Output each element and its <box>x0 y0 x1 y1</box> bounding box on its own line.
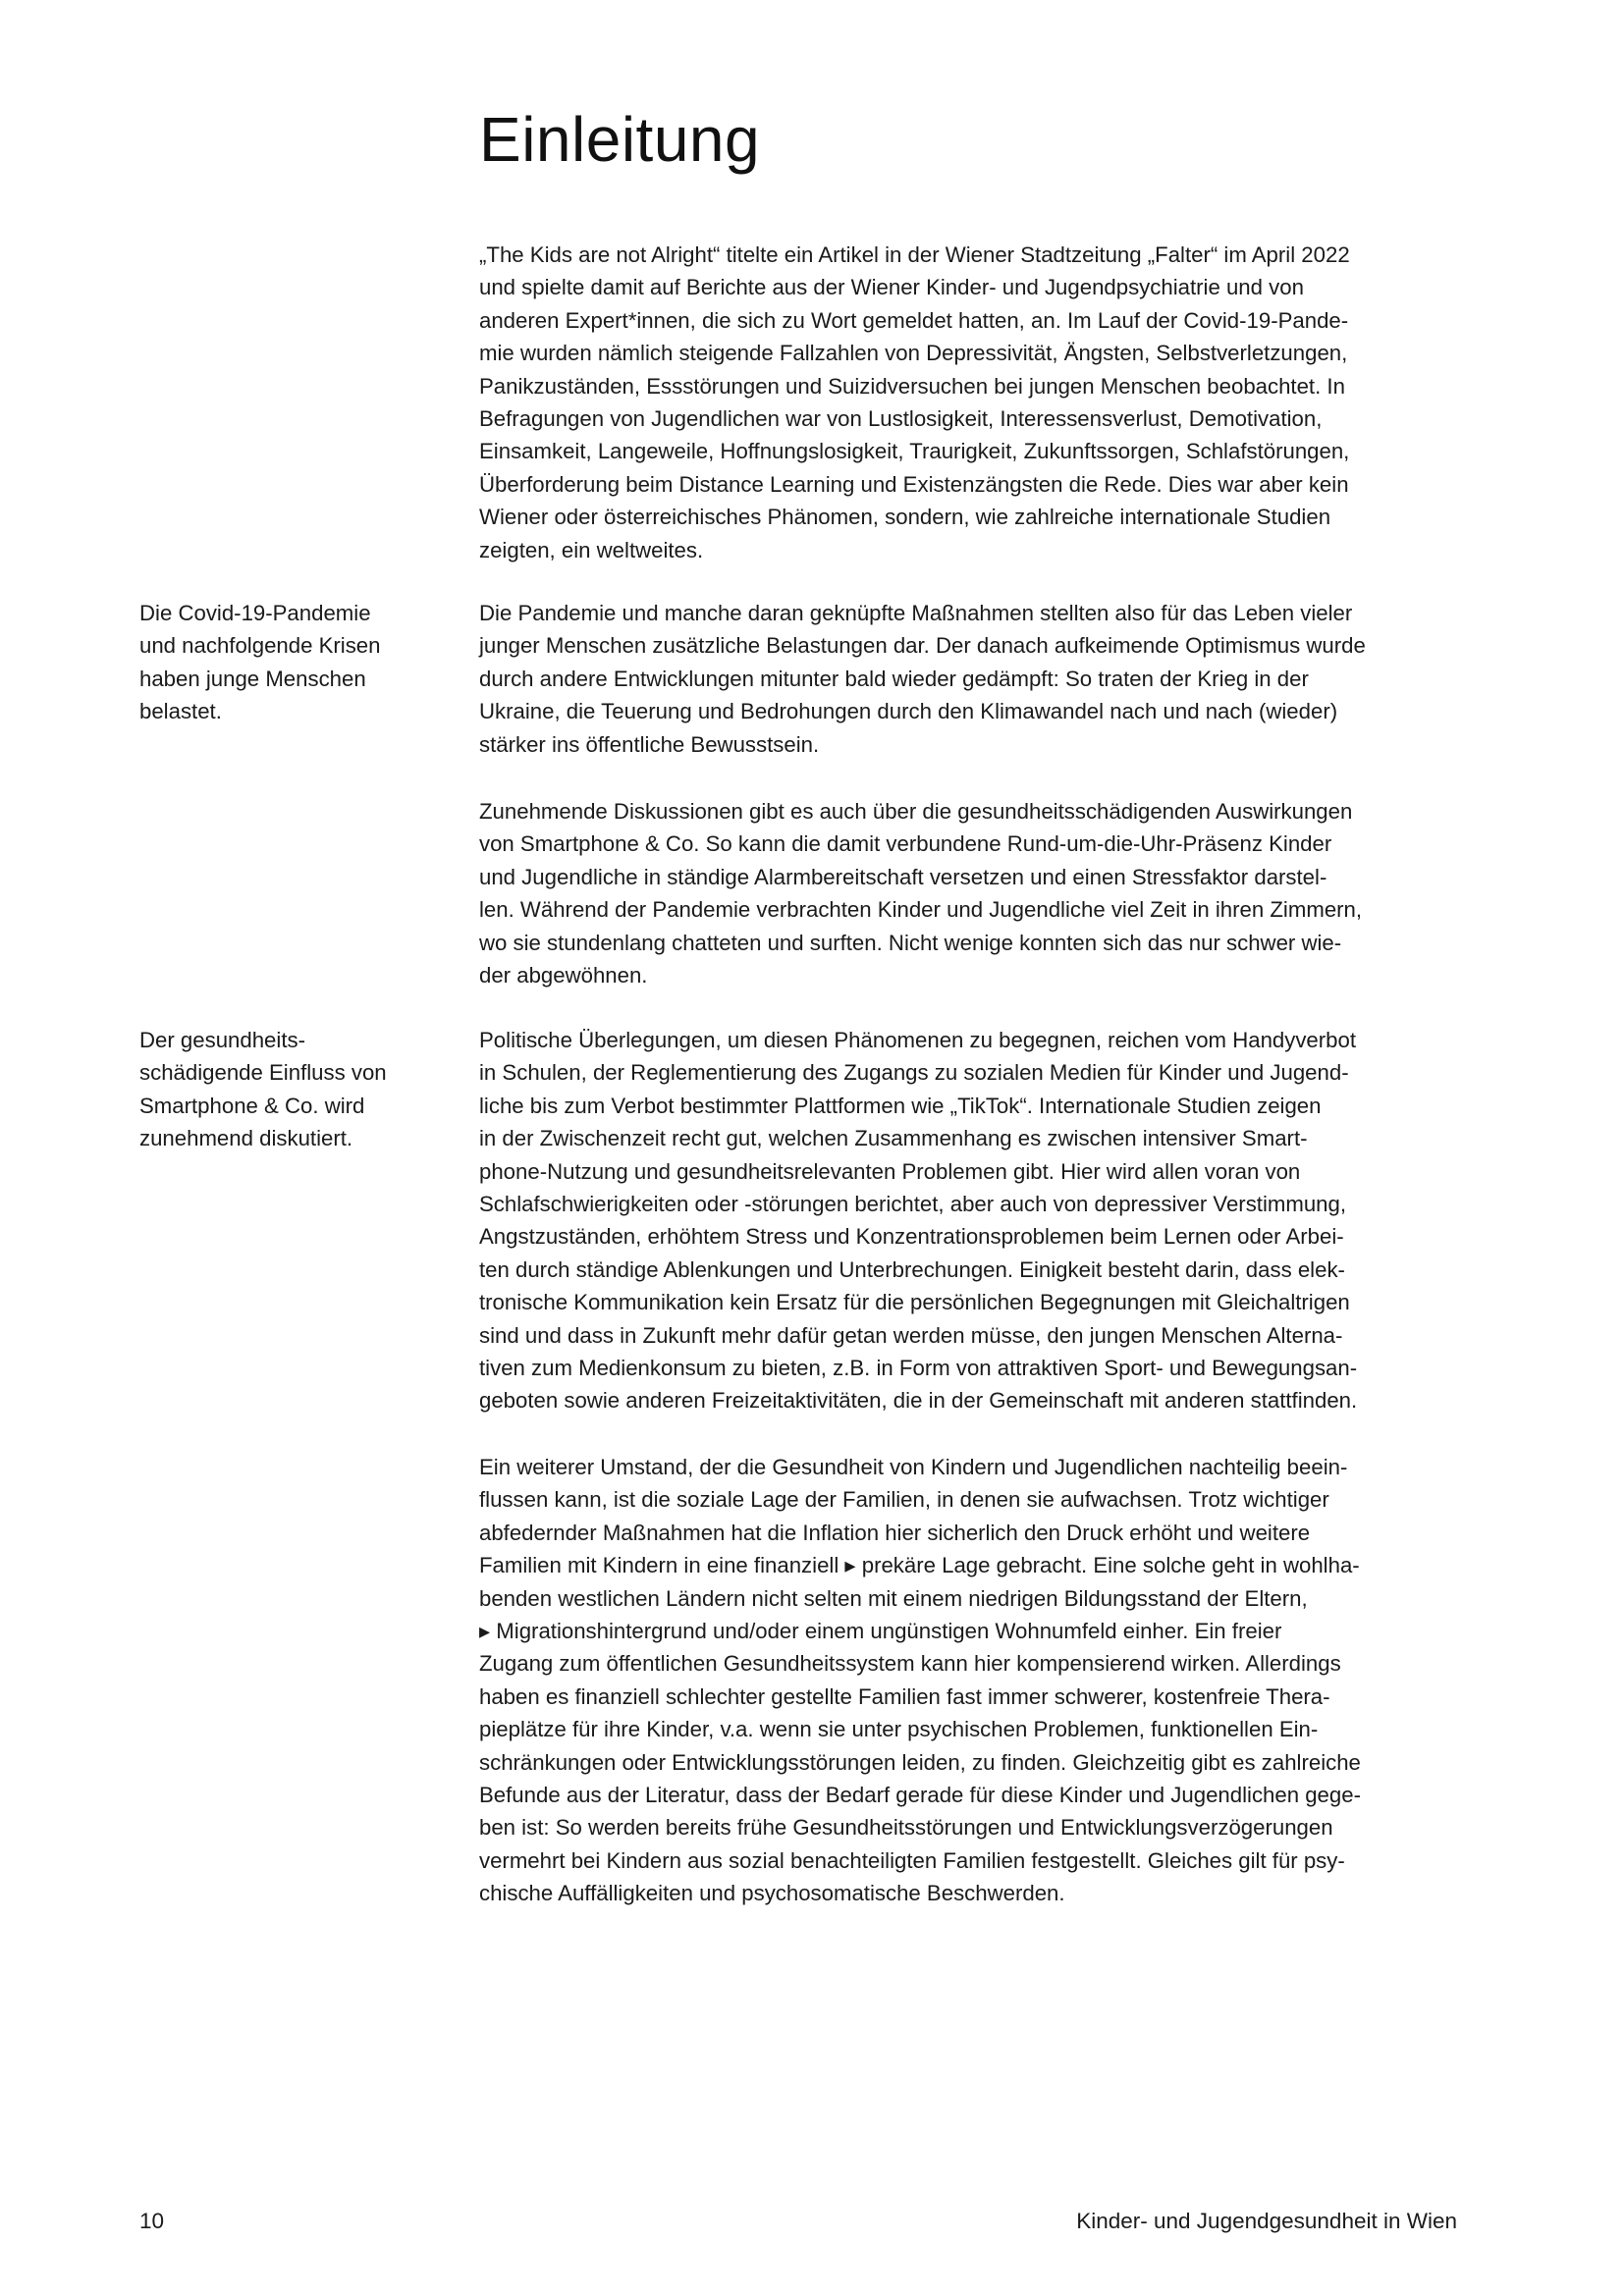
paragraph-text: Politische Überlegungen, um diesen Phänomenen zu begegnen, reichen vom Handyverbot in Schulen, der Reglementierung des Zugangs zu sozialen Medien für Kinder und Jugend- liche bis zum Verbot bestimmter Plattformen wie „TikTok“. Internationale Studien zeigen in der Zwischenzeit recht gut, welchen Zusammenhang es zwischen intensiver Smart- phone-Nutzung und gesundheitsrelevanten Problemen gibt. Hier wird allen voran von Schlafschwierigkeiten oder -störungen berichtet, aber auch von depressiver Verstimmung, Angstzuständen, erhöhtem Stress und Konzentrationsproblemen beim Lernen oder Arbei- ten durch ständige Ablenkungen und Unterbrechungen. Einigkeit besteht darin, dass elek- tronische Kommunikation kein Ersatz für die persönlichen Begegnungen mit Gleichaltrigen sind und dass in Zukunft mehr dafür getan werden müsse, den jungen Menschen Alterna- tiven zum Medienkonsum zu bieten, z.B. in Form von attraktiven Sport- und Bewegungsan- geboten sowie anderen Freizeitaktivitäten, die in der Gemeinschaft mit anderen stattfinden. <box>479 1028 1358 1414</box>
paragraph-4 <box>479 1024 1457 1417</box>
publication-title: Kinder- und Jugendgesundheit in Wien <box>1076 2209 1457 2233</box>
paragraph-text: Zunehmende Diskussionen gibt es auch über die gesundheitsschädigenden Auswirkungen von Smartphone & Co. So kann die damit verbundene Rund-um-die-Uhr-Präsenz Kinder und Jugendliche in ständige Alarmbereitschaft versetzen und einen Stressfaktor darstel- len. Während der Pandemie verbrachten Kinder und Jugendliche viel Zeit in ihren Zimmern, wo sie stundenlang chatteten und surften. Nicht wenige konnten sich das nur schwer wie- der abgewöhnen. <box>479 799 1363 988</box>
paragraph-text: Die Pandemie und manche daran geknüpfte Maßnahmen stellten also für das Leben vieler junger Menschen zusätzliche Belastungen dar. Der danach aufkeimende Optimismus wurde durch andere Entwicklungen mitunter bald wieder gedämpft: So traten der Krieg in der Ukraine, die Teuerung und Bedrohungen durch den Klimawandel nach und nach (wieder) stärker ins öffentliche Bewusstsein. <box>479 601 1366 757</box>
side-note-1 <box>139 597 434 728</box>
side-note-2 <box>139 1024 434 1155</box>
paragraph-2 <box>479 597 1457 761</box>
page-title: Einleitung <box>479 104 761 175</box>
paragraph-text: Ein weiterer Umstand, der die Gesundheit von Kindern und Jugendlichen nachteilig beein- flussen kann, ist die soziale Lage der Familien, in denen sie aufwachsen. Trotz wichtiger abfedernder Maßnahmen hat die Inflation hier sicherlich den Druck erhöht und weitere Familien mit Kindern in eine finanziell ▸ prekäre Lage gebracht. Eine solche geht in wohlha- benden westlichen Ländern nicht selten mit einem niedrigen Bildungsstand der Eltern, ▸ Migrationshintergrund und/oder einem ungünstigen Wohnumfeld einher. Ein freier Zugang zum öffentlichen Gesundheitssystem kann hier kompensierend wirken. Allerdings haben es finanziell schlechter gestellte Familien fast immer schwerer, kostenfreie Thera- pieplätze für ihre Kinder, v.a. wenn sie unter psychischen Problemen, funktionellen Ein- schränkungen oder Entwicklungsstörungen leiden, zu finden. Gleichzeitig gibt es zahlreiche Befunde aus der Literatur, dass der Bedarf gerade für diese Kinder und Jugendlichen gege- ben ist: So werden bereits frühe Gesundheitsstörungen und Entwicklungsverzögerungen vermehrt bei Kindern aus sozial benachteiligten Familien festgestellt. Gleiches gilt für psy- chische Auffälligkeiten und psychosomatische Beschwerden. <box>479 1455 1361 1906</box>
paragraph-1 <box>479 239 1457 566</box>
page-number: 10 <box>139 2209 165 2233</box>
paragraph-text: „The Kids are not Alright“ titelte ein Artikel in der Wiener Stadtzeitung „Falter“ im April 2022 und spielte damit auf Berichte aus der Wiener Kinder- und Jugendpsychiatrie und von anderen Expert*innen, die sich zu Wort gemeldet hatten, an. Im Lauf der Covid-19-Pande- mie wurden nämlich steigende Fallzahlen von Depressivität, Ängsten, Selbstverletzungen, Panikzuständen, Essstörungen und Suizidversuchen bei jungen Menschen beobachtet. In Befragungen von Jugendlichen war von Lustlosigkeit, Interessensverlust, Demotivation, Einsamkeit, Langeweile, Hoffnungslosigkeit, Traurigkeit, Zukunftssorgen, Schlafstörungen, Überforderung beim Distance Learning und Existenzängsten die Rede. Dies war aber kein Wiener oder österreichisches Phänomen, sondern, wie zahlreiche internationale Studien zeigten, ein weltweites. <box>479 242 1350 562</box>
paragraph-3 <box>479 795 1457 991</box>
side-note-text: Die Covid-19-Pandemie und nachfolgende Krisen haben junge Menschen belastet. <box>139 601 381 724</box>
paragraph-5 <box>479 1451 1457 1910</box>
side-note-text: Der gesundheits- schädigende Einfluss von Smartphone & Co. wird zunehmend diskutiert. <box>139 1028 387 1151</box>
